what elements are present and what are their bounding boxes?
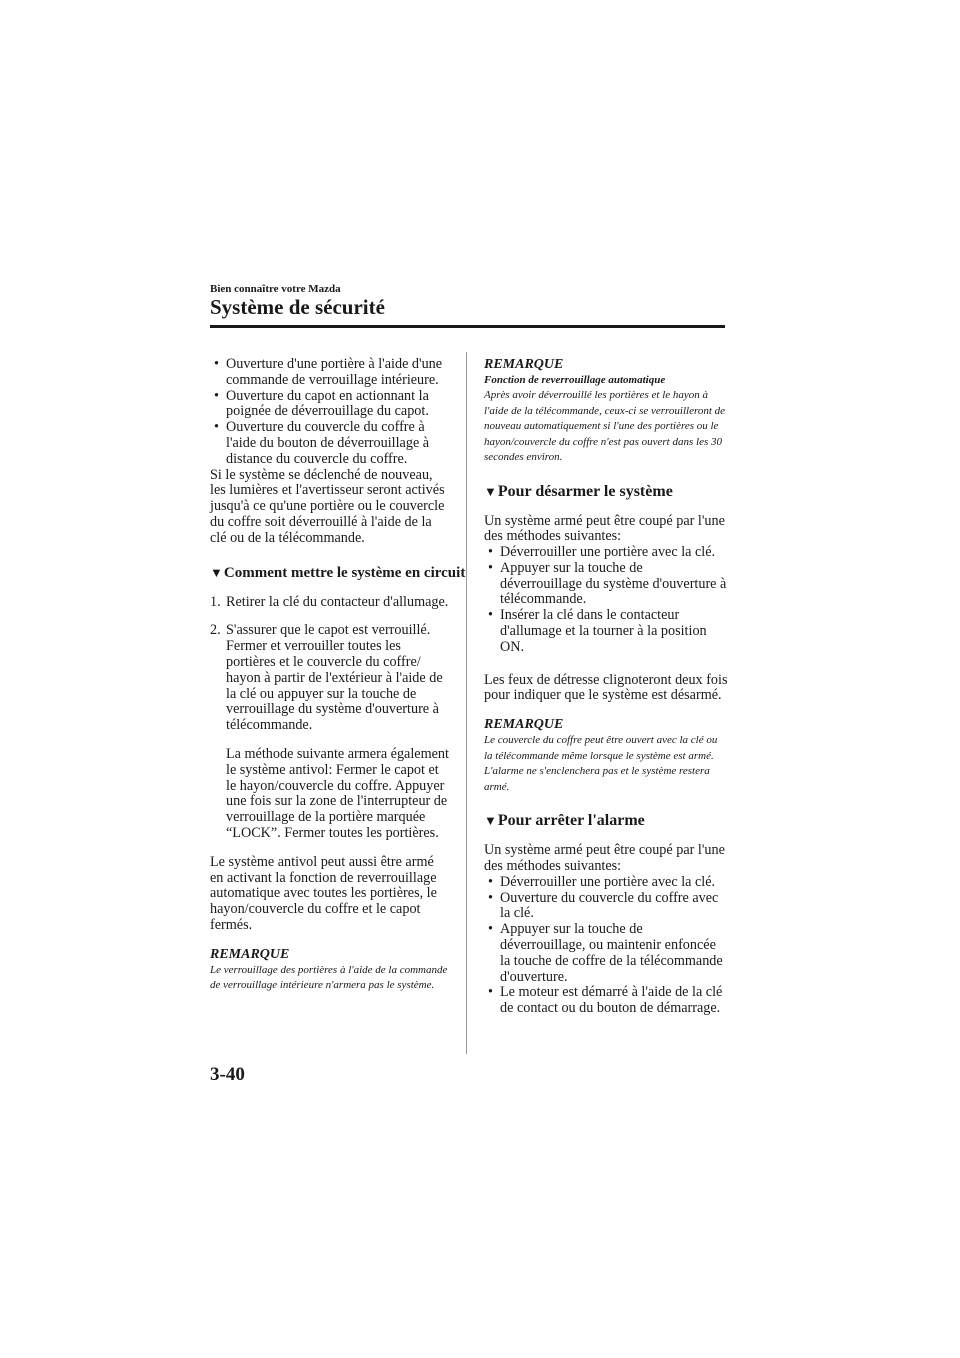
list-item: • Appuyer sur la touche de déverrouillage du système d'ouverture à télécommande. [484, 561, 728, 608]
list-item: • Ouverture du couvercle du coffre avec la clé. [484, 891, 728, 923]
auto-relock-paragraph: Le système antivol peut aussi être armé en activant la fonction de reverrouillage automatique avec toutes les portières, le hayon/couvercle du coffre et le capot fermés. [210, 853, 437, 933]
note-text: Le couvercle du coffre peut être ouvert avec la clé ou la télécommande même lorsque le système est armé. L'alarme ne s'enclenchera pas et le système restera armé. [484, 734, 718, 793]
step-text: Retirer la clé du contacteur d'allumage. [226, 593, 449, 610]
section-label: Bien connaître votre Mazda [210, 283, 341, 295]
note-title: REMARQUE [210, 946, 290, 962]
note-block [484, 717, 728, 795]
note-block [210, 947, 450, 994]
list-item: • Ouverture d'une portière à l'aide d'une commande de verrouillage intérieure. [210, 357, 450, 389]
note-text: Après avoir déverrouillé les portières et le hayon à l'aide de la télécommande, ceux-ci se verrouilleront de nouveau automatiquement si l'une des portières ou le hayon/couvercle du coffre n'est pas ouvert dans les 30 secondes environ. [484, 389, 726, 463]
triangle-down-icon: ▼ [484, 813, 497, 829]
note-title: REMARQUE [484, 717, 564, 733]
column-divider [466, 352, 467, 1054]
step-text: S'assurer que le capot est verrouillé. Fermer et verrouiller toutes les portières et le couvercle du coffre/ hayon à partir de l'extérieur à l'aide de la clé ou appuyer sur la touche de verrouillage du système d'ouverture à télécommande. [226, 622, 443, 734]
disarm-paragraph: Les feux de détresse clignoteront deux fois pour indiquer que le système est désarmé. [484, 671, 728, 704]
disarm-heading-text: Pour désarmer le système [497, 482, 673, 500]
note-subtitle: Fonction de reverrouillage automatique [484, 374, 666, 386]
list-item: • Ouverture du capot en actionnant la poignée de déverrouillage du capot. [210, 389, 450, 421]
stop-alarm-heading-text: Pour arrêter l'alarme [497, 812, 645, 830]
note-block [484, 357, 728, 466]
stop-alarm-heading [484, 812, 728, 830]
right-column [484, 357, 728, 1017]
stop-intro: Un système armé peut être coupé par l'une des méthodes suivantes: [484, 842, 725, 875]
note-text: Le verrouillage des portières à l'aide de la commande de verrouillage intérieure n'armera pas le système. [210, 963, 448, 992]
list-item: • Insérer la clé dans le contacteur d'allumage et la tourner à la position ON. [484, 608, 728, 655]
list-item: • Déverrouiller une portière avec la clé. [484, 875, 728, 891]
arm-heading [210, 564, 466, 582]
step-item [210, 623, 450, 734]
disarm-heading [484, 483, 728, 501]
disarm-intro: Un système armé peut être coupé par l'une des méthodes suivantes: [484, 512, 725, 545]
step-2-extra: La méthode suivante armera également le système antivol: Fermer le capot et le hayon/couvercle du coffre. Appuyer une fois sur la zone de l'interrupteur de verrouillage de la portière marquée “LOCK”. Fermer toutes les portières. [226, 745, 449, 841]
list-item: • Ouverture du couvercle du coffre à l'aide du bouton de déverrouillage à distance du couvercle du coffre. [210, 420, 450, 467]
arm-heading-text: Comment mettre le système en circuit [223, 564, 466, 581]
list-item: • Déverrouiller une portière avec la clé. [484, 545, 728, 561]
title-rule [210, 325, 725, 328]
step-number: 2. [210, 622, 221, 639]
retrigger-paragraph: Si le système se déclenché de nouveau, les lumières et l'avertisseur seront activés jusqu'à ce qu'une portière ou le couvercle du coffre soit déverrouillé à l'aide de la clé ou de la télécommande. [210, 466, 445, 546]
note-title: REMARQUE [484, 357, 564, 372]
list-item: • Appuyer sur la touche de déverrouillage, ou maintenir enfoncée la touche de coffre de la télécommande d'ouverture. [484, 922, 728, 985]
step-number: 1. [210, 593, 221, 610]
triangle-down-icon: ▼ [484, 483, 497, 499]
triangle-down-icon: ▼ [210, 564, 223, 580]
page-title: Système de sécurité [210, 295, 385, 319]
page-number: 3-40 [210, 1064, 245, 1085]
left-column [210, 356, 466, 994]
step-item [210, 595, 450, 611]
list-item: • Le moteur est démarré à l'aide de la clé de contact ou du bouton de démarrage. [484, 985, 728, 1017]
